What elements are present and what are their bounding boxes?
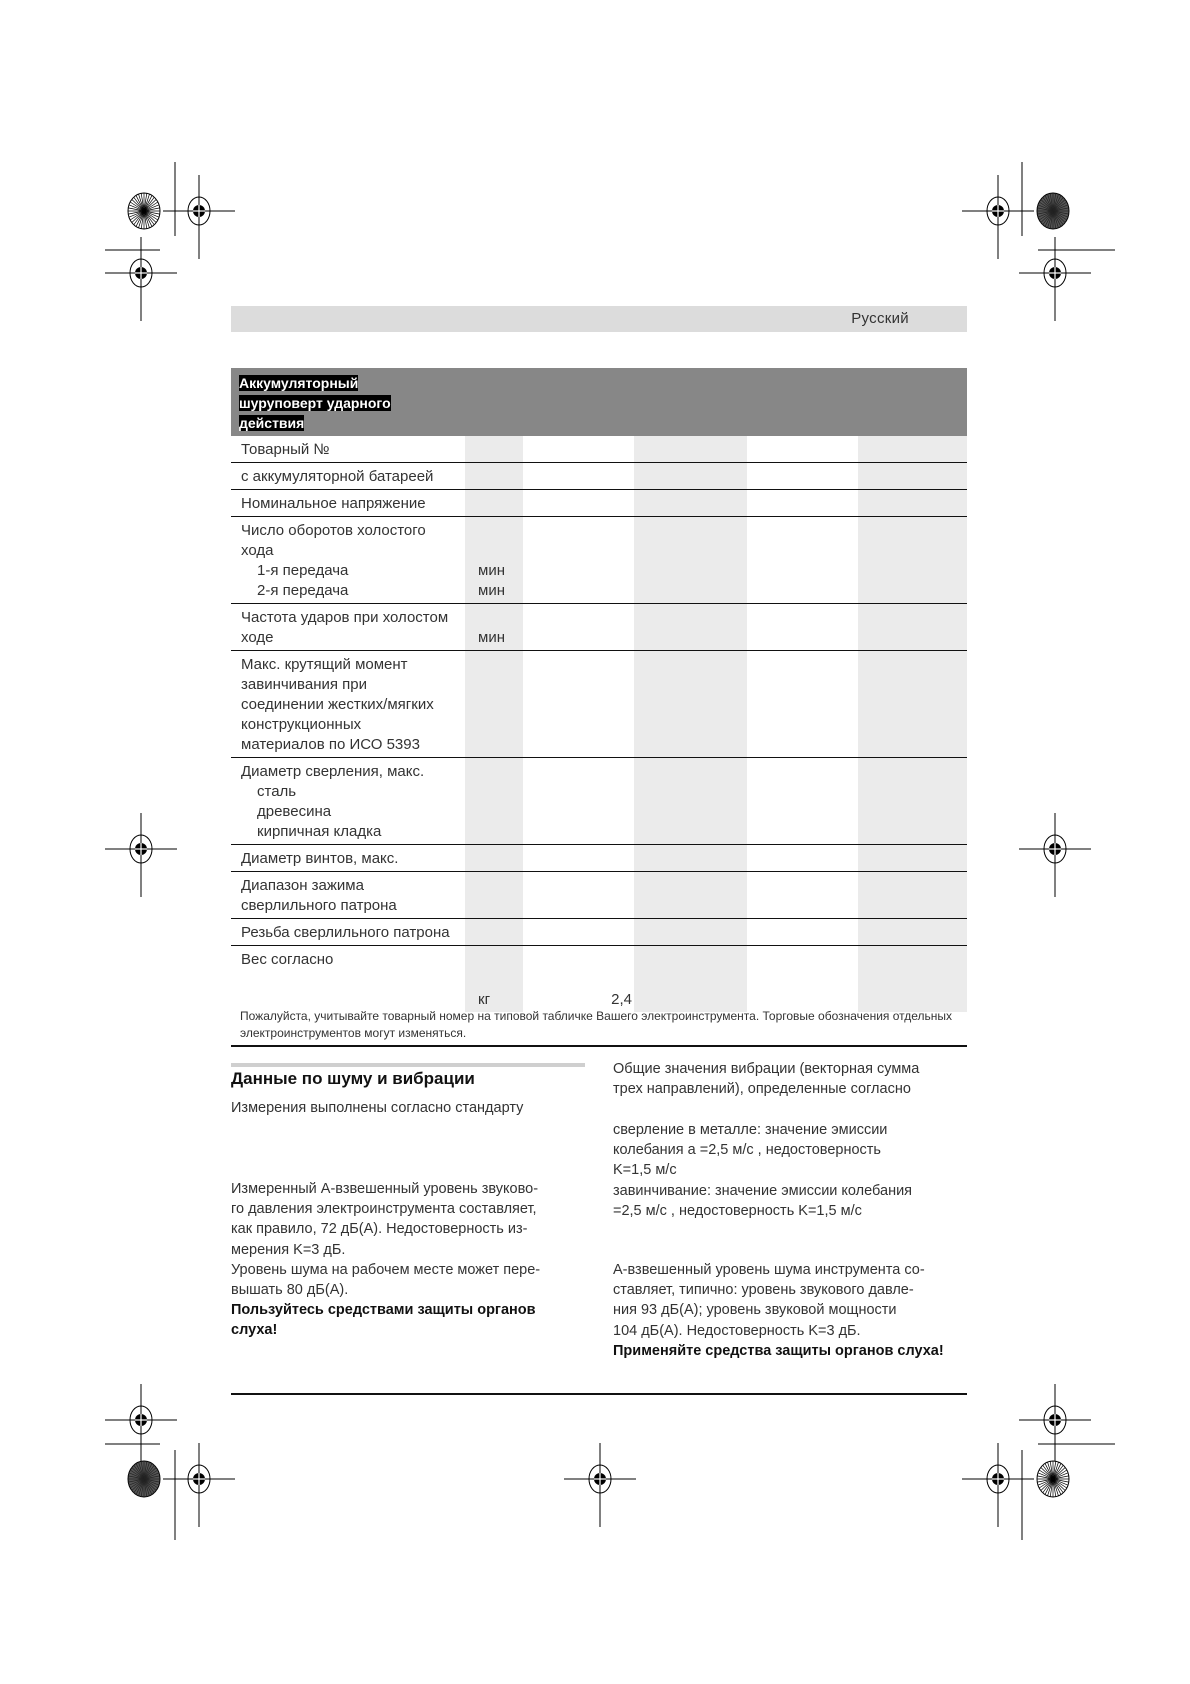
row-label: Макс. крутящий момент xyxy=(241,656,408,673)
table-row xyxy=(231,651,967,758)
table-row xyxy=(231,463,967,490)
table-body xyxy=(231,436,967,1012)
row-line xyxy=(231,990,967,1010)
crosshair-mark-icon xyxy=(105,1384,177,1468)
text-line: как правило, 72 дБ(A). Недостоверность из- xyxy=(231,1221,528,1238)
table-row xyxy=(231,517,967,604)
crosshair-mark-icon xyxy=(1019,237,1091,321)
row-line xyxy=(231,849,967,869)
left-para-1 xyxy=(231,1098,523,1118)
row-line xyxy=(231,675,967,695)
text-line: Измеренный А-взвешенный уровень звуково- xyxy=(231,1181,539,1197)
crosshair-mark-icon xyxy=(564,1443,636,1527)
row-label: Вес согласно xyxy=(241,951,334,968)
row-label: Диапазон зажима xyxy=(241,877,364,894)
row-line xyxy=(231,608,967,628)
row-label: 1-я передача xyxy=(257,562,349,579)
row-label: материалов по ИСО 5393 xyxy=(241,736,420,753)
text-line: 104 дБ(A). Недостоверность K=3 дБ. xyxy=(613,1322,861,1339)
row-line xyxy=(231,467,967,487)
text-line: А-взвешенный уровень шума инструмента со- xyxy=(613,1262,925,1278)
row-label: Номинальное напряжение xyxy=(241,495,426,512)
color-target-icon xyxy=(128,193,160,229)
row-label: сверлильного патрона xyxy=(241,897,397,914)
row-label: Товарный № xyxy=(241,441,330,458)
table-row xyxy=(231,436,967,463)
row-value: 2,4 xyxy=(611,991,632,1008)
row-unit: мин xyxy=(478,562,505,579)
language-header-bar xyxy=(231,306,967,332)
crosshair-mark-icon xyxy=(163,1443,235,1527)
table-footnote: Пожалуйста, учитывайте товарный номер на типовой табличке Вашего электроинструмента. Торговые обозначения отдельных электроинструментов могут изменяться. xyxy=(240,1009,953,1040)
text-line: колебания a =2,5 м/с , недостоверность xyxy=(613,1142,881,1159)
row-label: Число оборотов холостого xyxy=(241,522,426,539)
table-row xyxy=(231,845,967,872)
row-line xyxy=(231,762,967,782)
title-line: действия xyxy=(239,415,305,431)
row-line xyxy=(231,802,967,822)
row-label: древесина xyxy=(257,803,332,820)
row-line xyxy=(231,655,967,675)
row-line xyxy=(231,822,967,842)
divider xyxy=(231,1045,967,1047)
row-line xyxy=(231,521,967,541)
left-warning xyxy=(231,1300,536,1340)
right-para-1 xyxy=(613,1059,919,1099)
row-label: Резьба сверлильного патрона xyxy=(241,924,450,941)
right-para-3 xyxy=(613,1260,925,1341)
table-row xyxy=(231,604,967,651)
text-line: K=1,5 м/с xyxy=(613,1162,677,1179)
text-line: слуха! xyxy=(231,1322,278,1339)
text-line: Пользуйтесь средствами защиты органов xyxy=(231,1302,536,1318)
text-line: ния 93 дБ(A); уровень звуковой мощности xyxy=(613,1302,897,1319)
row-line xyxy=(231,440,967,460)
right-para-2 xyxy=(613,1120,912,1221)
row-label: сталь xyxy=(257,783,297,800)
row-label: конструкционных xyxy=(241,716,362,733)
row-label: ходе xyxy=(241,629,274,646)
table-row xyxy=(231,872,967,919)
row-unit: кг xyxy=(478,991,491,1008)
row-line xyxy=(231,896,967,916)
text-line: =2,5 м/с , недостоверность K=1,5 м/с xyxy=(613,1202,862,1219)
text-line: ставляет, типично: уровень звукового давле- xyxy=(613,1282,914,1299)
spec-table xyxy=(231,368,967,1012)
text-line: мерения K=3 дБ. xyxy=(231,1241,346,1258)
row-unit: мин xyxy=(478,582,505,599)
row-line xyxy=(231,628,967,648)
row-label: Диаметр винтов, макс. xyxy=(241,850,399,867)
text-line: Измерения выполнены согласно стандарту xyxy=(231,1100,524,1116)
row-line xyxy=(231,561,967,581)
crosshair-mark-icon xyxy=(1019,1384,1091,1468)
row-unit: мин xyxy=(478,629,505,646)
section-heading: Данные по шуму и вибрации xyxy=(231,1069,475,1088)
title-line: Аккумуляторный xyxy=(239,375,359,391)
crosshair-mark-icon xyxy=(962,1443,1034,1527)
right-warning xyxy=(613,1341,944,1361)
crosshair-mark-icon xyxy=(105,237,177,321)
text-line: сверление в металле: значение эмиссии xyxy=(613,1122,888,1138)
row-label: кирпичная кладка xyxy=(257,823,382,840)
text-line: трех направлений), определенные согласно xyxy=(613,1081,911,1098)
left-para-2 xyxy=(231,1179,540,1300)
text-line: завинчивание: значение эмиссии колебания xyxy=(613,1182,913,1199)
row-line xyxy=(231,876,967,896)
text-line: го давления электроинструмента составляет, xyxy=(231,1201,537,1218)
title-line: шуруповерт ударного xyxy=(239,395,391,411)
table-title xyxy=(239,373,439,433)
row-label: 2-я передача xyxy=(257,582,349,599)
crosshair-mark-icon xyxy=(105,813,177,897)
table-row xyxy=(231,919,967,946)
crosshair-mark-icon xyxy=(1019,813,1091,897)
row-line xyxy=(231,735,967,755)
table-row xyxy=(231,946,967,1012)
text-line: Общие значения вибрации (векторная сумма xyxy=(613,1061,920,1077)
row-line xyxy=(231,494,967,514)
table-row xyxy=(231,490,967,517)
language-label: Русский xyxy=(851,310,909,327)
row-label: Диаметр сверления, макс. xyxy=(241,763,425,780)
row-line xyxy=(231,950,967,970)
row-label: завинчивания при xyxy=(241,676,367,693)
row-line xyxy=(231,782,967,802)
row-label: с аккумуляторной батареей xyxy=(241,468,434,485)
text-line: вышать 80 дБ(A). xyxy=(231,1282,349,1299)
row-label: соединении жестких/мягких xyxy=(241,696,434,713)
row-label: Частота ударов при холостом xyxy=(241,609,449,626)
table-row xyxy=(231,758,967,845)
crosshair-mark-icon xyxy=(962,175,1034,259)
row-line xyxy=(231,923,967,943)
row-line xyxy=(231,715,967,735)
row-line xyxy=(231,581,967,601)
color-target-icon xyxy=(1037,193,1069,229)
table-header xyxy=(231,368,967,436)
crosshair-mark-icon xyxy=(163,175,235,259)
text-line: Применяйте средства защиты органов слуха! xyxy=(613,1343,944,1359)
color-target-icon xyxy=(1037,1461,1069,1497)
bottom-divider xyxy=(231,1393,967,1395)
row-line xyxy=(231,695,967,715)
row-label: хода xyxy=(241,542,274,559)
text-line: Уровень шума на рабочем месте может пере- xyxy=(231,1261,541,1278)
row-line xyxy=(231,970,967,990)
color-target-icon xyxy=(128,1461,160,1497)
row-line xyxy=(231,541,967,561)
section-rule xyxy=(231,1063,585,1067)
